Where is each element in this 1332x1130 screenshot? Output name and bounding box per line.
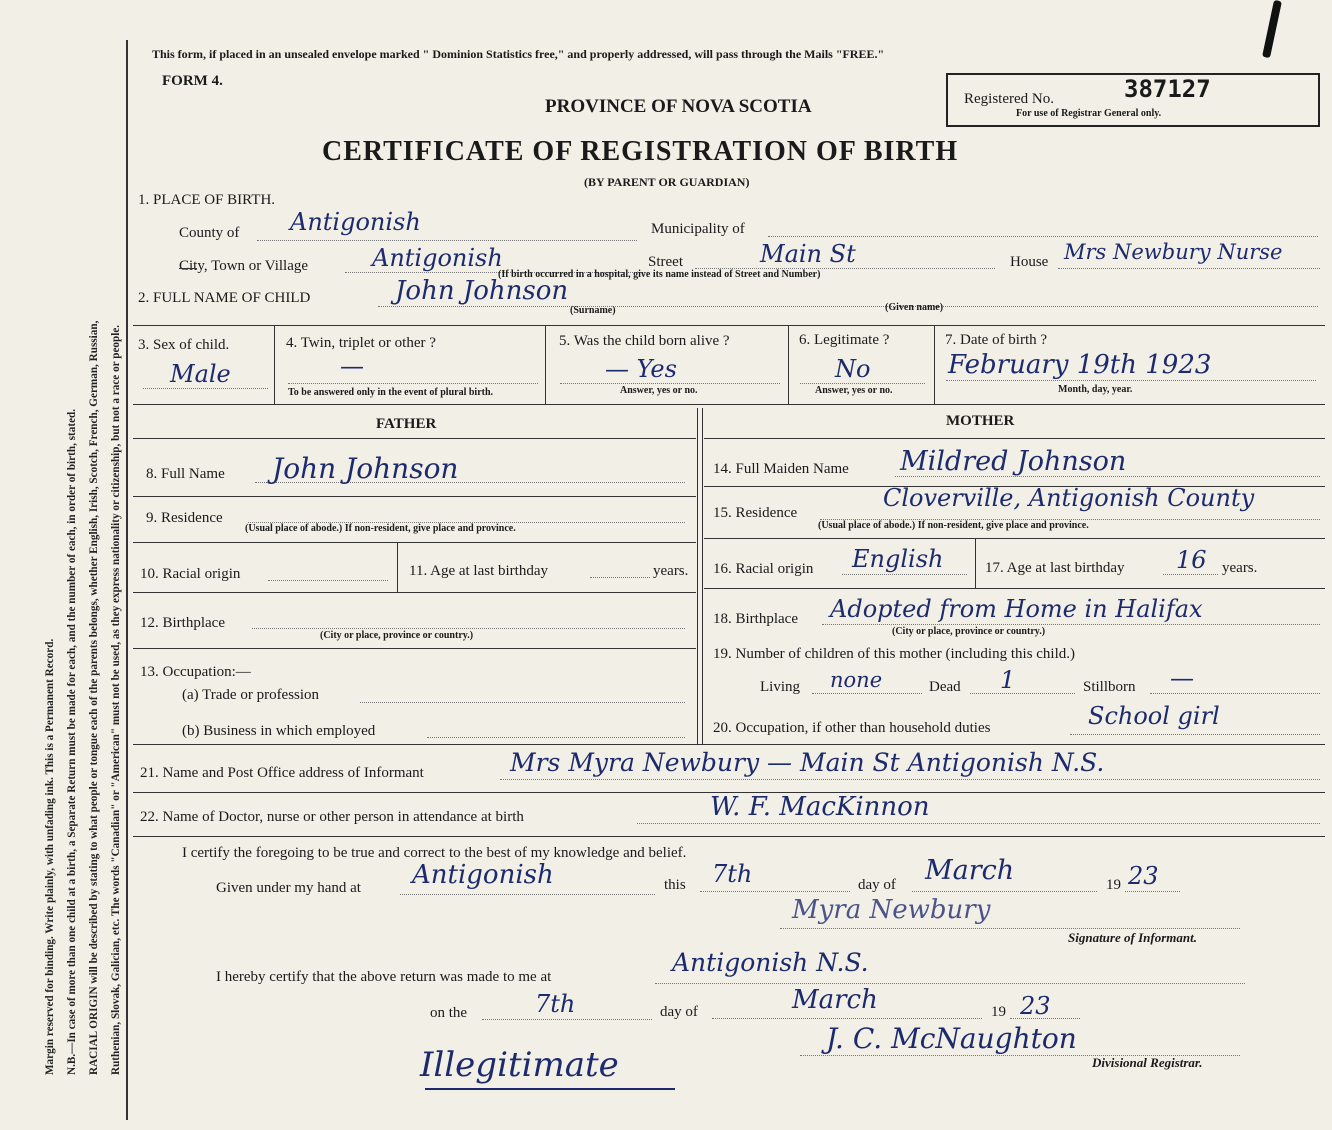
given-month-line — [912, 891, 1097, 892]
mother-age-label: 17. Age at last birthday — [985, 560, 1125, 576]
given-place-value: Antigonish — [412, 860, 554, 890]
mail-note: This form, if placed in an unsealed envelope marked " Dominion Statistics free," and properly addressed, will pass through the Mails "FREE." — [152, 47, 885, 61]
father-residence-label: 9. Residence — [146, 510, 223, 526]
informant-line — [500, 779, 1320, 780]
child-name-label: 2. FULL NAME OF CHILD — [138, 290, 311, 306]
informant-label: 21. Name and Post Office address of Informant — [140, 765, 424, 781]
mother-dead-line — [970, 693, 1075, 694]
mother-racial-value: English — [852, 545, 944, 573]
mother-occupation-label: 20. Occupation, if other than household duties — [713, 720, 991, 736]
registrar-month-value: March — [792, 985, 878, 1015]
registrar-note: For use of Registrar General only. — [1016, 108, 1162, 119]
certify-statement: I certify the foregoing to be true and correct to the best of my knowledge and belief. — [182, 845, 687, 861]
doctor-line — [637, 823, 1320, 824]
child-name-value: John Johnson — [395, 276, 569, 306]
mother-children-label: 19. Number of children of this mother (including this child.) — [713, 646, 1076, 662]
dob-label: 7. Date of birth ? — [945, 332, 1048, 348]
sex-value: Male — [170, 360, 231, 388]
father-name-value: John Johnson — [272, 452, 459, 485]
mother-birthplace-label: 18. Birthplace — [713, 611, 798, 627]
sex-line — [143, 388, 268, 389]
child-name-line — [378, 306, 1318, 307]
row3-div4 — [934, 325, 935, 404]
given-year-prefix: 19 — [1106, 877, 1121, 893]
row3-top — [133, 325, 1325, 326]
city-strike — [179, 268, 197, 269]
mother-racial-label: 16. Racial origin — [713, 561, 814, 577]
twin-line — [288, 383, 538, 384]
city-value: Antigonish — [372, 244, 503, 272]
page-title: CERTIFICATE OF REGISTRATION OF BIRTH — [322, 136, 959, 167]
registrar-dayof-label: day of — [660, 1004, 698, 1020]
registrar-year-prefix: 19 — [991, 1004, 1006, 1020]
father-occupation-label: 13. Occupation:— — [140, 664, 251, 680]
street-label: Street — [648, 254, 683, 270]
father-age-label: 11. Age at last birthday — [409, 563, 548, 579]
side-note-multiple-births: N.B.—In case of more than one child at a birth, a Separate Return must be made for each, and the number of each, in order of birth, stated. — [66, 408, 78, 1075]
doctor-value: W. F. MacKinnon — [710, 792, 930, 822]
legitimate-line — [800, 383, 925, 384]
registrar-on-the-label: on the — [430, 1005, 468, 1021]
mother-stillborn-line — [1150, 693, 1320, 694]
father-trade-line — [360, 702, 685, 703]
county-label: County of — [179, 225, 240, 241]
illegitimate-underline — [425, 1088, 675, 1090]
mother-age-years: years. — [1222, 560, 1258, 576]
father-heading: FATHER — [376, 416, 437, 432]
doctor-label: 22. Name of Doctor, nurse or other person in attendance at birth — [140, 809, 524, 825]
given-this-label: this — [664, 877, 686, 893]
form-number: FORM 4. — [162, 73, 223, 89]
given-month-value: March — [925, 855, 1015, 886]
twin-label: 4. Twin, triplet or other ? — [286, 335, 436, 351]
twin-value: — — [340, 352, 364, 380]
legitimate-note: Answer, yes or no. — [815, 385, 893, 396]
father-birthplace-line — [252, 628, 685, 629]
legitimate-label: 6. Legitimate ? — [799, 332, 890, 348]
legitimate-value: No — [835, 355, 871, 383]
father-birthplace-label: 12. Birthplace — [140, 615, 225, 631]
given-year-line — [1125, 891, 1180, 892]
county-value: Antigonish — [290, 208, 421, 236]
city-label: City, Town or Village — [179, 258, 309, 274]
mother-heading: MOTHER — [946, 413, 1015, 429]
informant-signature-caption: Signature of Informant. — [1068, 930, 1197, 945]
father-racial-line — [268, 580, 388, 581]
mother-racial-line — [842, 574, 967, 575]
house-value: Mrs Newbury Nurse — [1064, 240, 1283, 264]
dob-note: Month, day, year. — [1058, 384, 1133, 395]
registrar-day-value: 7th — [535, 990, 576, 1018]
mother-stillborn-label: Stillborn — [1083, 679, 1136, 695]
given-day-line — [700, 891, 850, 892]
father-row-rule-4 — [133, 648, 696, 649]
mother-occupation-line — [1070, 734, 1320, 735]
mother-name-label: 14. Full Maiden Name — [713, 461, 849, 477]
father-name-label: 8. Full Name — [146, 466, 225, 482]
registrar-signature-caption: Divisional Registrar. — [1092, 1055, 1203, 1070]
given-year-value: 23 — [1128, 862, 1159, 890]
sex-label: 3. Sex of child. — [138, 337, 230, 353]
mother-living-value: none — [830, 668, 883, 692]
row3-bottom — [133, 404, 1325, 405]
registrar-place-line — [655, 983, 1245, 984]
alive-label: 5. Was the child born alive ? — [559, 333, 730, 349]
registered-number: 387127 — [1124, 75, 1211, 103]
municipality-label: Municipality of — [651, 221, 745, 237]
mother-stillborn-value: — — [1170, 664, 1194, 692]
province-title: PROVINCE OF NOVA SCOTIA — [545, 96, 812, 117]
mother-residence-value: Cloverville, Antigonish County — [883, 484, 1255, 512]
father-residence-note: (Usual place of abode.) If non-resident, give place and province. — [245, 523, 516, 534]
ink-mark — [1262, 0, 1282, 58]
registrar-day-line — [482, 1019, 652, 1020]
father-heading-rule — [133, 438, 696, 439]
place-of-birth-label: 1. PLACE OF BIRTH. — [138, 192, 276, 208]
house-line — [1058, 268, 1320, 269]
registered-number-box — [946, 73, 1320, 127]
surname-caption: (Surname) — [570, 305, 616, 316]
mother-residence-note: (Usual place of abode.) If non-resident, give place and province. — [818, 520, 1089, 531]
given-day-value: 7th — [712, 860, 753, 888]
father-birthplace-note: (City or place, province or country.) — [320, 630, 474, 641]
mother-residence-label: 15. Residence — [713, 505, 798, 521]
informant-signature: Myra Newbury — [792, 895, 991, 925]
hospital-note: (If birth occurred in a hospital, give its name instead of Street and Number) — [498, 269, 821, 280]
registrar-signature: J. C. McNaughton — [826, 1022, 1077, 1055]
father-age-line — [590, 577, 650, 578]
illegitimate-annotation: Illegitimate — [420, 1045, 619, 1085]
registered-label: Registered No. — [964, 91, 1054, 107]
registrar-year-value: 23 — [1020, 992, 1051, 1020]
father-racial-div — [397, 542, 398, 592]
mother-name-value: Mildred Johnson — [900, 446, 1127, 477]
mother-heading-rule — [704, 438, 1325, 439]
mother-row-rule-3 — [704, 588, 1325, 589]
father-business-label: (b) Business in which employed — [182, 723, 376, 739]
mother-racial-div — [975, 538, 976, 588]
mother-age-value: 16 — [1176, 546, 1207, 574]
mother-dead-label: Dead — [929, 679, 961, 695]
father-racial-label: 10. Racial origin — [140, 566, 241, 582]
father-row-rule-2 — [133, 542, 696, 543]
father-business-line — [427, 737, 685, 738]
twin-note: To be answered only in the event of plural birth. — [288, 387, 494, 398]
row3-div1 — [274, 325, 275, 404]
mother-living-label: Living — [760, 679, 800, 695]
side-note-racial-origin: RACIAL ORIGIN will be described by stating to what people or tongue each of the parents belongs, whether English, Irish, Scotch, French, German, Russian, — [88, 320, 100, 1075]
parents-bottom — [133, 744, 1325, 745]
given-dayof-label: day of — [858, 877, 896, 893]
alive-value: — Yes — [605, 355, 677, 383]
street-value: Main St — [760, 240, 856, 268]
mother-birthplace-line — [822, 624, 1320, 625]
informant-value: Mrs Myra Newbury — Main St Antigonish N.S. — [510, 748, 1105, 777]
father-row-rule-1 — [133, 496, 696, 497]
dob-line — [946, 380, 1316, 381]
father-row-rule-3 — [133, 592, 696, 593]
given-label: Given under my hand at — [216, 880, 361, 896]
informant-signature-line — [780, 928, 1240, 929]
parents-divider-left — [697, 408, 698, 744]
row3-div2 — [545, 325, 546, 404]
margin-border — [126, 40, 128, 1120]
mother-living-line — [812, 693, 922, 694]
alive-note: Answer, yes or no. — [620, 385, 698, 396]
mother-age-line — [1163, 574, 1218, 575]
doctor-rule — [133, 836, 1325, 837]
given-name-caption: (Given name) — [885, 302, 944, 313]
registrar-statement: I hereby certify that the above return was made to me at — [216, 969, 552, 985]
father-age-years: years. — [653, 563, 689, 579]
side-note-racial-origin-cont: Ruthenian, Slovak, Galician, etc. The words "Canadian" or "American" must not be used, as they express nationality or citizenship, but not a race or people. — [110, 324, 122, 1075]
given-place-line — [400, 894, 655, 895]
dob-value: February 19th 1923 — [948, 350, 1212, 380]
alive-line — [560, 383, 780, 384]
parents-divider-right — [702, 408, 703, 744]
mother-birthplace-value: Adopted from Home in Halifax — [830, 595, 1203, 623]
registrar-month-line — [712, 1018, 982, 1019]
mother-dead-value: 1 — [1000, 666, 1016, 694]
county-line — [257, 240, 637, 241]
municipality-line — [768, 236, 1318, 237]
mother-birthplace-note: (City or place, province or country.) — [892, 626, 1046, 637]
row3-div3 — [788, 325, 789, 404]
father-trade-label: (a) Trade or profession — [182, 687, 320, 703]
house-label: House — [1010, 254, 1049, 270]
mother-row-rule-2 — [704, 538, 1325, 539]
mother-occupation-value: School girl — [1088, 702, 1220, 730]
page-subtitle: (BY PARENT OR GUARDIAN) — [584, 175, 750, 189]
side-note-binding: Margin reserved for binding. Write plainly, with unfading ink. This is a Permanent Record. — [44, 638, 56, 1075]
registrar-place-value: Antigonish N.S. — [672, 948, 869, 977]
